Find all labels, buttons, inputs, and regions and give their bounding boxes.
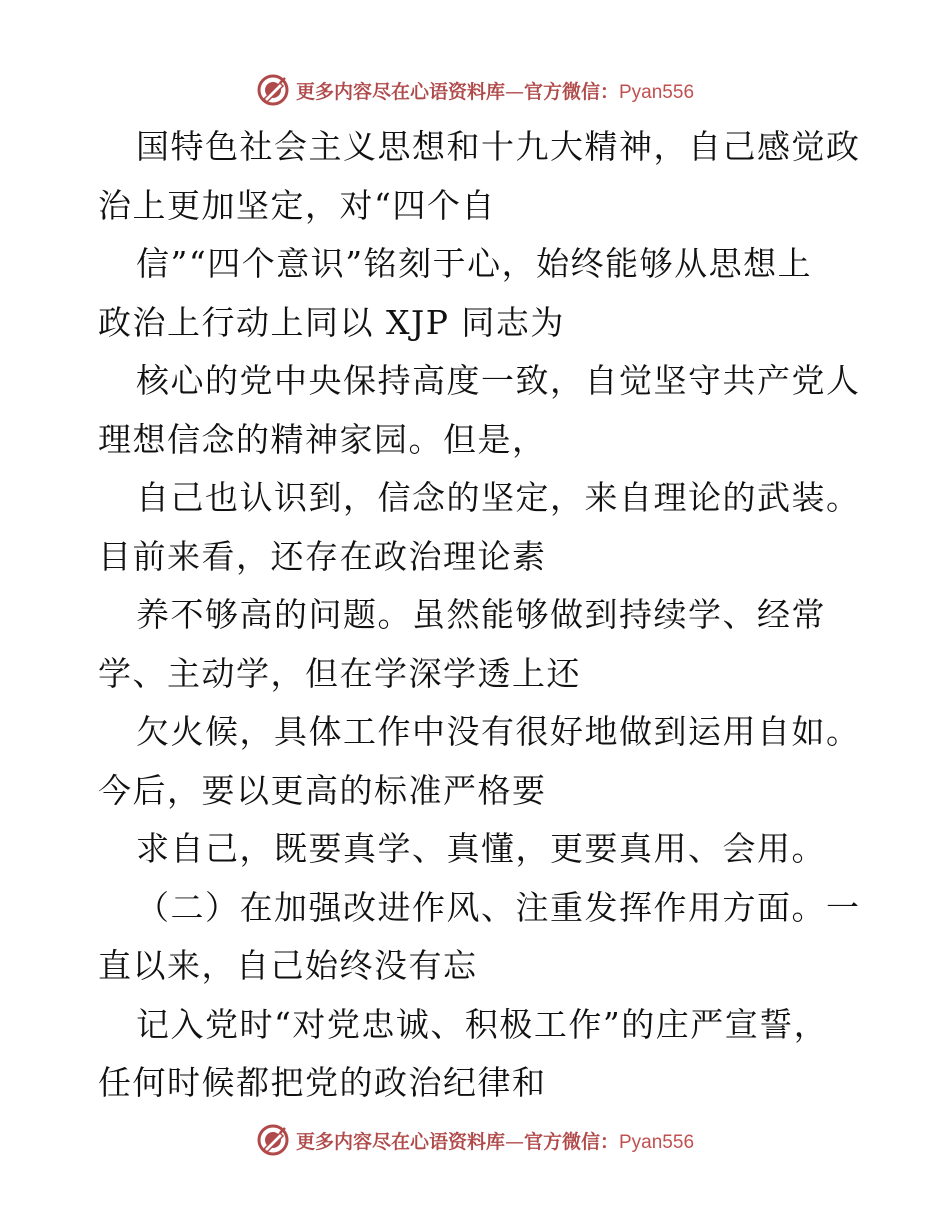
body-text-line: 核心的党中央保持高度一致，自觉坚守共产党人 xyxy=(136,361,861,400)
body-text-line: 记入党时“对党忠诚、积极工作”的庄严宣誓， xyxy=(136,1004,829,1044)
pen-circle-logo-icon xyxy=(256,73,290,107)
body-text-line: 目前来看，还存在政治理论素 xyxy=(98,536,547,576)
watermark-separator: — xyxy=(504,80,524,103)
watermark-text xyxy=(296,1127,694,1154)
watermark-title: 更多内容尽在心语资料库 xyxy=(295,1130,505,1153)
body-text-line: 自己也认识到，信念的坚定，来自理论的武装。 xyxy=(136,478,861,517)
watermark-handle: Pyan556 xyxy=(619,81,695,103)
body-text-line: 政治上行动上同以 XJP 同志为 xyxy=(98,302,565,342)
body-text-line: 直以来，自己始终没有忘 xyxy=(98,946,478,985)
pen-circle-logo-icon xyxy=(256,1123,290,1157)
watermark-header xyxy=(0,70,950,110)
watermark-suffix: 官方微信： xyxy=(523,1130,619,1153)
body-text-line: 欠火候，具体工作中没有很好地做到运用自如。 xyxy=(136,712,861,751)
watermark-title: 更多内容尽在心语资料库 xyxy=(295,80,505,103)
body-text-line: 求自己，既要真学、真懂，更要真用、会用。 xyxy=(136,829,826,868)
document-body xyxy=(98,118,878,1113)
watermark-suffix: 官方微信： xyxy=(523,80,619,103)
watermark-separator: — xyxy=(504,1130,524,1153)
watermark-handle: Pyan556 xyxy=(619,1131,695,1153)
body-text-line: 治上更加坚定，对“四个自 xyxy=(98,185,496,225)
body-text-line: 学、主动学，但在学深学透上还 xyxy=(98,653,581,693)
watermark-text xyxy=(296,77,694,104)
body-text-line: 信”“四个意识”铭刻于心，始终能够从思想上 xyxy=(136,244,813,283)
body-text-line: 养不够高的问题。虽然能够做到持续学、经常 xyxy=(136,595,826,634)
watermark-footer xyxy=(0,1120,950,1160)
body-text-line: 理想信念的精神家园。但是， xyxy=(98,419,547,459)
body-text-line: 国特色社会主义思想和十九大精神，自己感觉政 xyxy=(136,127,861,166)
body-text-line: 今后，要以更高的标准严格要 xyxy=(98,770,547,810)
body-text-line: 任何时候都把党的政治纪律和 xyxy=(98,1063,547,1102)
body-text-line: （二）在加强改进作风、注重发挥作用方面。一 xyxy=(136,887,861,927)
